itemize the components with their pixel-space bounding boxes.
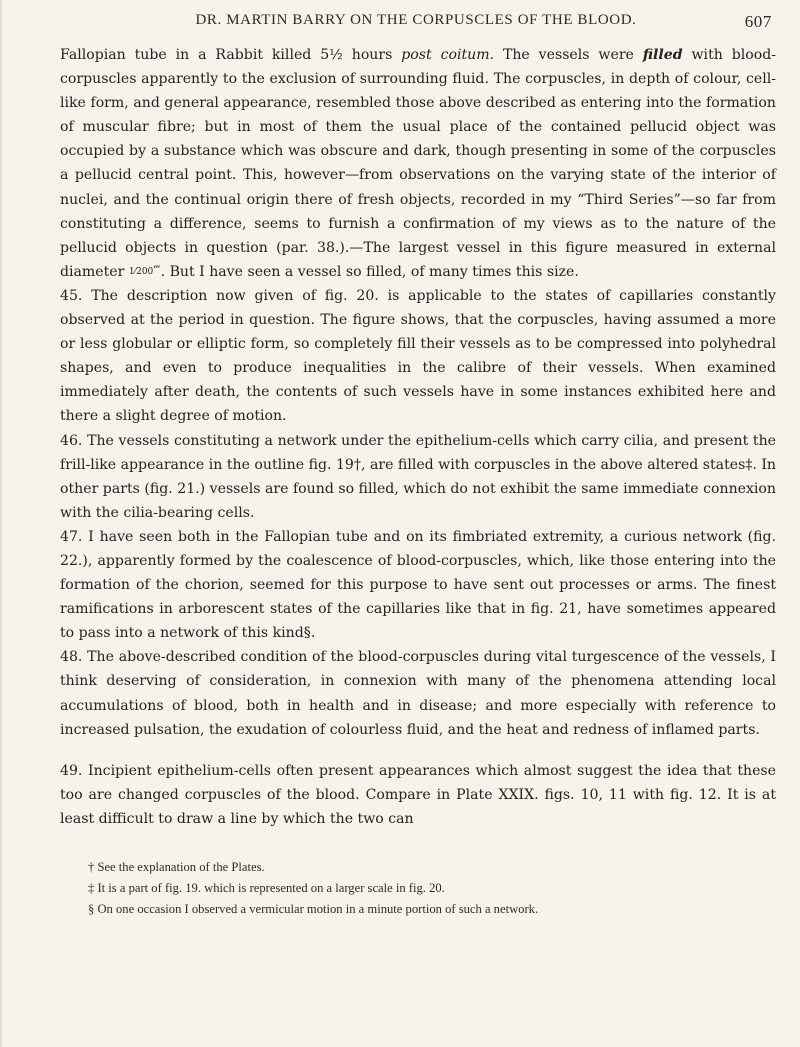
text-run: with blood-corpuscles apparently to the exclusion of surrounding fluid. The corpuscles, in depth of colour, cell-like form, and general appearance, resembled those above described as entering into the formation of muscular fibre; but in most of them the usual place of the contained pellucid object was occupied by a substance which was obscure and dark, though presenting in some of the corpuscles a pellucid central point. This, however—from observations on the varying state of the interior of nuclei, and the continual origin there of fresh objects, recorded in my “Third Series”—so far from constituting a difference, seems to furnish a confirmation of my views as to the nature of the pellucid objects in question (par. 38.).—The largest vessel in this figure measured in external diameter (60, 47, 776, 280)
paragraph-46: 46. The vessels constituting a network under the epithelium-cells which carry cilia, and present the frill-like appearance in the outline fig. 19†, are filled with corpuscles in the above altered states‡. In other parts (fig. 21.) vessels are found so filled, which do not exhibit the same immediate connexion with the cilia-bearing cells. (60, 432, 776, 521)
footnote: ‡ It is a part of fig. 19. which is represented on a larger scale in fig. 20. (88, 881, 445, 895)
italic-text: post coitum. (401, 47, 495, 63)
paragraph-48: 48. The above-described condition of the blood-corpuscles during vital turgescence of the vessels, I think deserving of consideration, in connexion with many of the phenomena attending local accumulations of blood, both in health and in disease; and more especially with reference to increased pulsation, the exudation of colourless fluid, and the heat and redness of inflamed parts. (60, 649, 776, 738)
text-run: The vessels were (494, 47, 643, 63)
footnotes (88, 857, 768, 920)
fraction: 1⁄200 (128, 266, 154, 277)
running-header (60, 12, 772, 36)
paragraph-45: 45. The description now given of fig. 20. is applicable to the states of capillaries constantly observed at the period in question. The figure shows, that the corpuscles, having assumed a more or less globular or elliptic form, so completely fill their vessels as to be compressed into polyhedral shapes, and even to produce inequalities in the calibre of their vessels. When examined immediately after death, the contents of such vessels have in some instances exhibited here and there a slight degree of motion. (60, 287, 776, 425)
running-title: DR. MARTIN BARRY ON THE CORPUSCLES OF THE BLOOD. (195, 12, 637, 28)
paragraph-47: 47. I have seen both in the Fallopian tube and on its fimbriated extremity, a curious network (fig. 22.), apparently formed by the coalescence of blood-corpuscles, which, like those entering into the formation of the chorion, seemed for this purpose to have sent out processes or arms. The finest ramifications in arborescent states of the capillaries like that in fig. 21, have sometimes appeared to pass into a network of this kind§. (60, 528, 776, 642)
page-edge (0, 0, 3, 1047)
footnote: † See the explanation of the Plates. (88, 860, 265, 874)
page-number: 607 (744, 12, 772, 31)
footnote: § On one occasion I observed a vermicular motion in a minute portion of such a network. (88, 902, 539, 916)
paragraph-49: 49. Incipient epithelium-cells often present appearances which almost suggest the idea that these too are changed corpuscles of the blood. Compare in Plate XXIX. figs. 10, 11 with fig. 12. It is at least difficult to draw a line by which the two can (60, 762, 776, 827)
body-text (60, 43, 776, 831)
emphasis-text: filled (642, 47, 683, 63)
text-run: Fallopian tube in a Rabbit killed 5½ hours (60, 47, 402, 63)
paragraph-44-continuation (60, 43, 776, 284)
text-run: ‴. But I have seen a vessel so filled, of many times this size. (153, 263, 579, 280)
